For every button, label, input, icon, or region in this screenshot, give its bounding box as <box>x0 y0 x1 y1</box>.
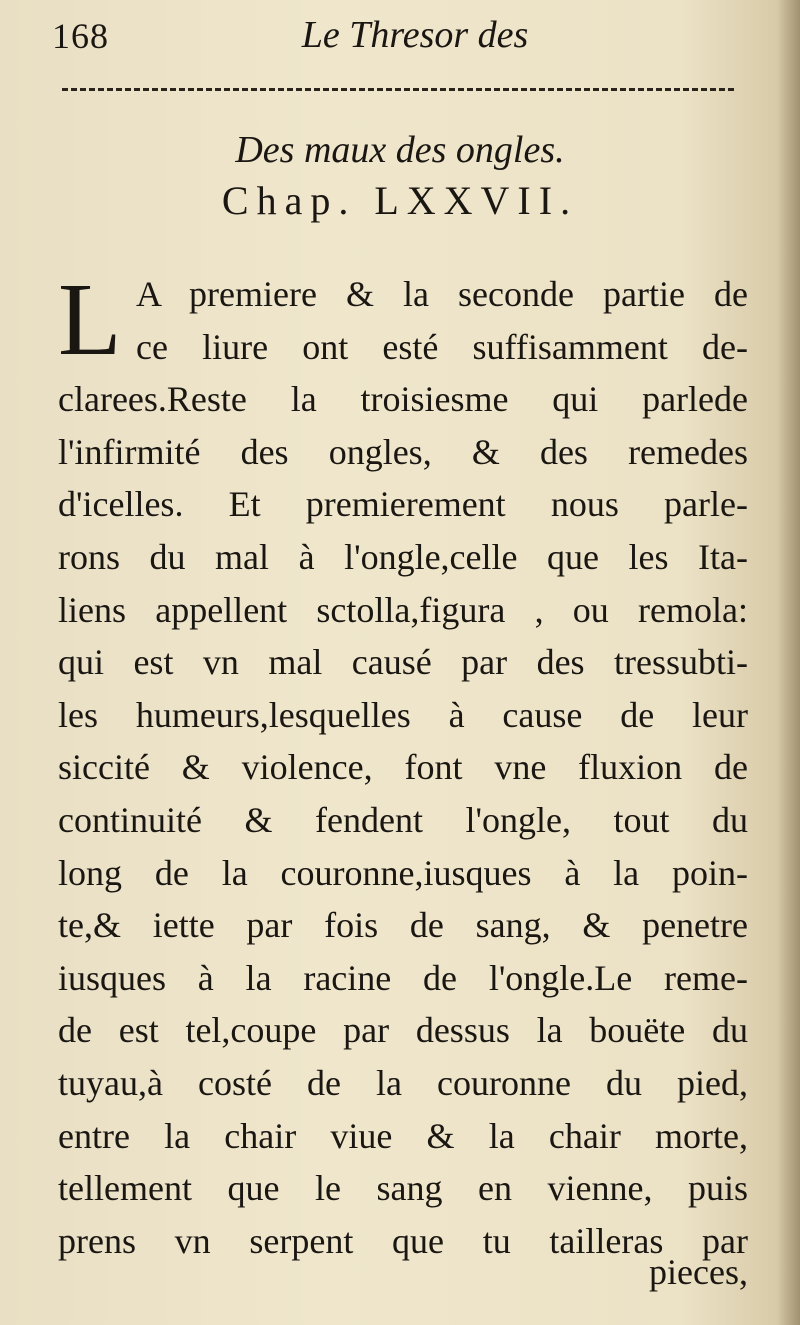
running-head: Le Thresor des <box>301 14 529 56</box>
text-line: liens appellent sctolla,figura , ou remola: <box>58 589 748 630</box>
text-line: clarees.Reste la troisiesme qui parlede <box>58 379 748 420</box>
text-line: ce liure ont esté suffisamment de- <box>136 326 748 367</box>
text-line: tellement que le sang en vienne, puis <box>58 1168 748 1209</box>
text-line: A premiere & la seconde partie de <box>136 274 748 314</box>
chapter-subject: Des maux des ongles. <box>235 129 565 171</box>
text-line: l'infirmité des ongles, & des remedes <box>58 431 748 472</box>
page-header <box>0 14 800 58</box>
text-line: tuyau,à costé de la couronne du pied, <box>58 1062 748 1103</box>
text-line: rons du mal à l'ongle,celle que les Ita- <box>58 536 748 577</box>
text-line: entre la chair viue & la chair morte, <box>58 1115 748 1156</box>
text-line: te,& iette par fois de sang, & penetre <box>58 905 748 946</box>
header-rule <box>62 88 734 95</box>
page-number: 168 <box>52 16 109 56</box>
text-line: continuité & fendent l'ongle, tout du <box>58 799 748 840</box>
text-line: iusques à la racine de l'ongle.Le reme- <box>58 957 748 998</box>
catchword: pieces, <box>649 1252 748 1292</box>
text-line: les humeurs,lesquelles à cause de leur <box>58 694 748 735</box>
chapter-heading <box>0 128 800 228</box>
text-line: siccité & violence, font vne fluxion de <box>58 747 748 788</box>
text-line: long de la couronne,iusques à la poin- <box>58 852 748 893</box>
chapter-number: Chap. LXXVII. <box>221 178 579 223</box>
opening-lines <box>58 262 748 377</box>
text-line: d'icelles. Et premierement nous parle- <box>58 484 748 525</box>
body-text <box>58 262 748 1267</box>
text-line: prens vn serpent que tu tailleras par <box>58 1220 748 1261</box>
text-line: qui est vn mal causé par des tressubti- <box>58 642 748 683</box>
drop-cap: L <box>58 262 122 377</box>
text-line: de est tel,coupe par dessus la bouëte du <box>58 1010 748 1051</box>
